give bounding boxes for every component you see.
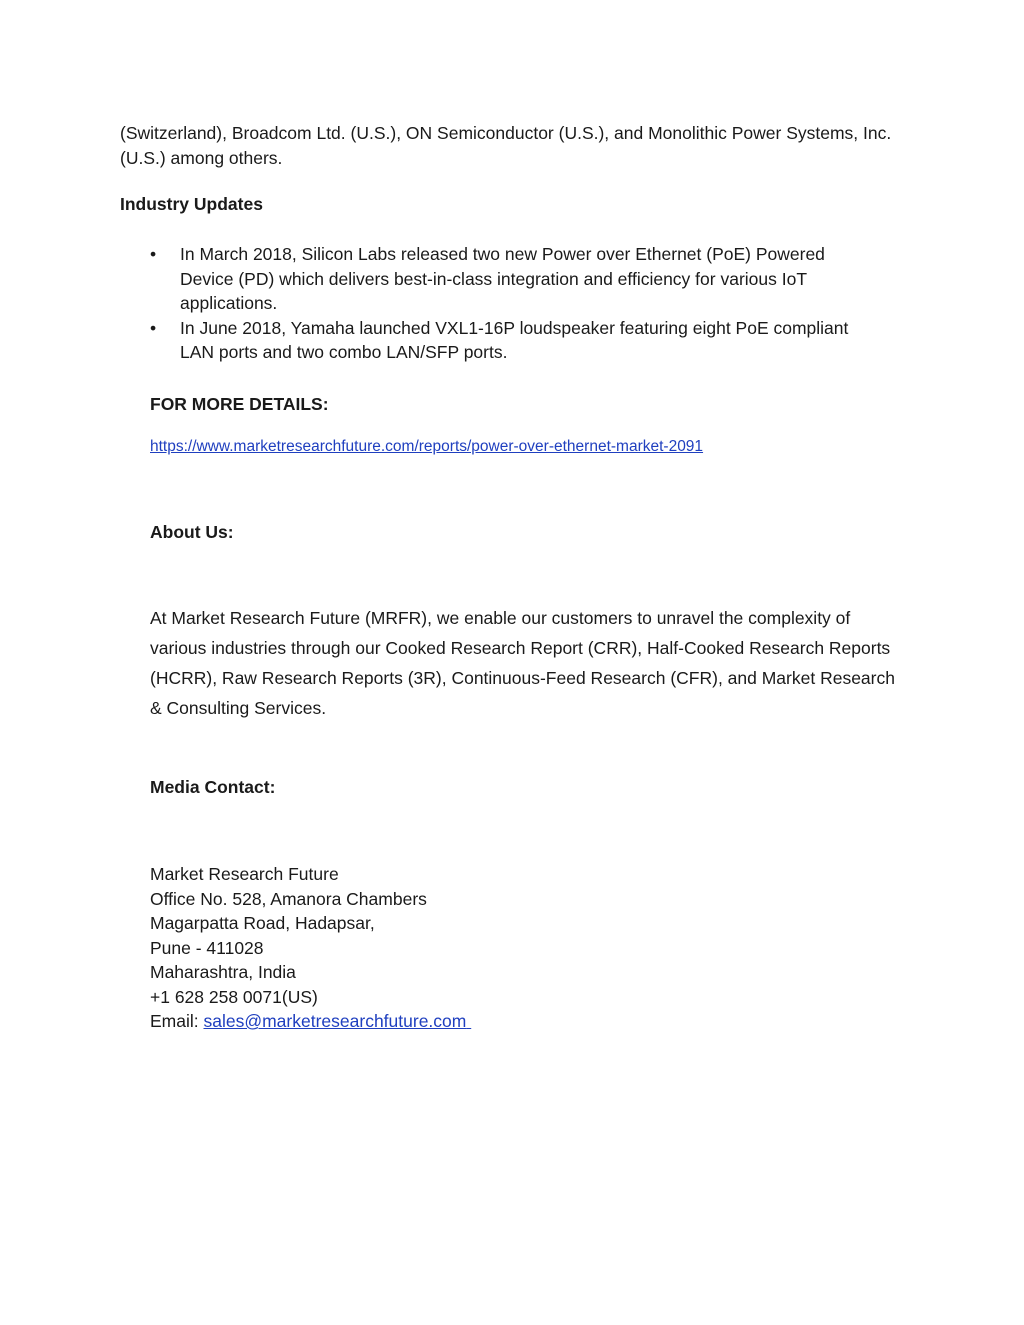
- contact-line-phone: +1 628 258 0071(US): [150, 986, 318, 1007]
- list-item: [150, 242, 880, 316]
- industry-updates-heading: Industry Updates: [120, 194, 263, 214]
- contact-line-company: Market Research Future: [150, 864, 339, 884]
- contact-line-city: Pune - 411028: [150, 937, 264, 958]
- bullet-icon: •: [150, 317, 157, 338]
- industry-updates-list: [150, 242, 880, 365]
- contact-address-block: [150, 862, 650, 1034]
- report-link[interactable]: https://www.marketresearchfuture.com/reports/power-over-ethernet-market-2091: [150, 438, 704, 455]
- about-heading: About Us:: [150, 522, 234, 542]
- update-text: In June 2018, Yamaha launched VXL1-16P loudspeaker featuring eight PoE compliant LAN ports and two combo LAN/SFP ports.: [180, 317, 849, 362]
- contact-line-office: Office No. 528, Amanora Chambers: [150, 888, 427, 909]
- email-label: Email:: [150, 1011, 204, 1031]
- media-contact-heading: Media Contact:: [150, 777, 276, 797]
- contact-line-email: [150, 1009, 650, 1034]
- contact-line-road: Magarpatta Road, Hadapsar,: [150, 913, 375, 933]
- email-underline-pad: [466, 1009, 536, 1034]
- contact-line-state: Maharashtra, India: [150, 962, 296, 982]
- bullet-icon: •: [150, 244, 157, 264]
- list-item: [150, 316, 880, 365]
- about-paragraph: At Market Research Future (MRFR), we enable our customers to unravel the complexity of various industries through our Cooked Research Report (CRR), Half-Cooked Research Reports (HCRR), Raw Research Reports (3R), Continuous-Feed Research (CFR), and Market Research & Consulting Services.: [150, 608, 895, 718]
- intro-paragraph: (Switzerland), Broadcom Ltd. (U.S.), ON Semiconductor (U.S.), and Monolithic Power Systems, Inc. (U.S.) among others.: [120, 123, 892, 168]
- email-link[interactable]: sales@marketresearchfuture.com: [203, 1011, 467, 1031]
- more-details-heading: FOR MORE DETAILS:: [150, 394, 329, 414]
- update-text: In March 2018, Silicon Labs released two new Power over Ethernet (PoE) Powered Device (PD) which delivers best-in-class integration and efficiency for various IoT applications.: [180, 244, 825, 313]
